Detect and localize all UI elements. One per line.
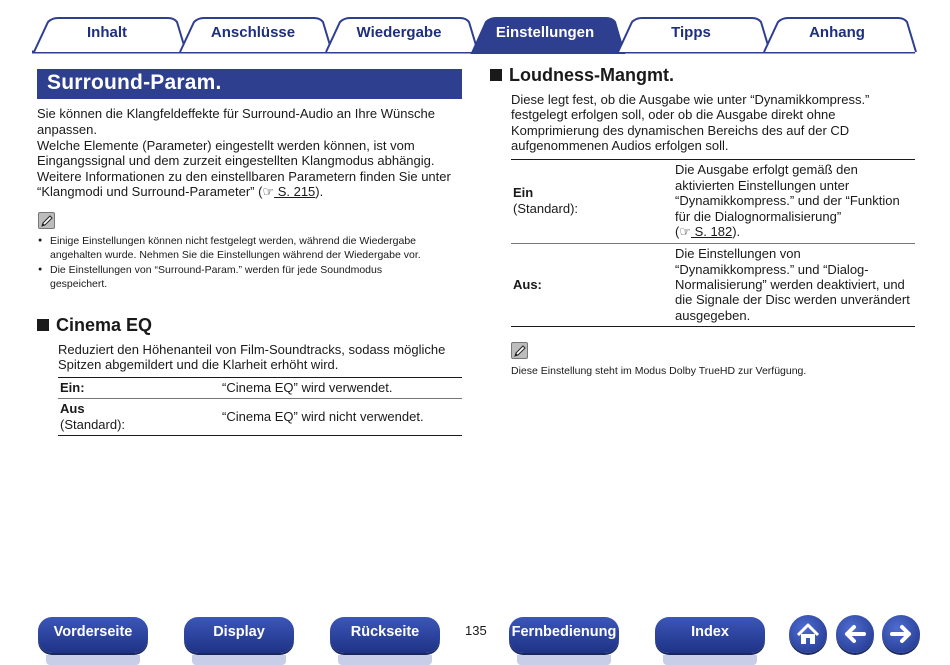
display-button[interactable] (184, 617, 294, 653)
loudness-row1-line-2: aktivierten Einstellungen unter (675, 178, 850, 193)
intro-line-2: anpassen. (37, 122, 97, 137)
loudness-row1-key: Ein (513, 185, 534, 200)
intro-line-3: Welche Elemente (Parameter) eingestellt werden können, ist vom (37, 138, 415, 153)
note-bullet-1-line-2: angehalten wurde. Nehmen Sie die Einstellungen während der Wiedergabe vor. (50, 249, 421, 261)
front-panel-label: Vorderseite (53, 624, 133, 640)
intro-line-6-end: ). (315, 184, 324, 199)
page-number: 135 (465, 623, 487, 638)
cinema-eq-heading-text: Cinema EQ (56, 315, 153, 335)
button-shadow (517, 655, 611, 665)
cinema-eq-row2-sub: (Standard): (60, 417, 126, 432)
table-rule (511, 159, 915, 160)
note-bullet-2 (38, 263, 382, 291)
table-rule (511, 326, 915, 327)
section-title-bar (37, 69, 462, 99)
table-rule (511, 243, 915, 244)
loudness-note: Diese Einstellung steht im Modus Dolby TrueHD zur Verfügung. (511, 365, 807, 377)
rear-panel-button[interactable] (330, 617, 440, 653)
table-rule (58, 377, 462, 378)
tab-inhalt[interactable]: Inhalt (87, 24, 127, 41)
tab-anhang[interactable]: Anhang (809, 24, 865, 41)
loudness-row2-line-3: Normalisierung” werden deaktiviert, und (675, 277, 905, 292)
pencil-icon (511, 342, 528, 359)
loudness-desc-1: Diese legt fest, ob die Ausgabe wie unter “Dynamikkompress.” (511, 92, 870, 107)
loudness-row1-line-4: für die Dialognormalisierung” (675, 209, 842, 224)
intro-line-6 (37, 184, 323, 200)
cinema-eq-row1-value: “Cinema EQ” wird verwendet. (222, 380, 393, 395)
front-panel-button[interactable] (38, 617, 148, 653)
arrow-left-icon (836, 615, 874, 653)
loudness-desc-3: Komprimierung des dynamischen Bereichs des auf der CD (511, 123, 850, 138)
loudness-row1-sub: (Standard): (513, 201, 579, 216)
note-bullet-2-line-2: gespeichert. (50, 278, 108, 290)
page-link-215[interactable]: S. 215 (274, 184, 316, 199)
intro-line-5: Weitere Informationen zu den einstellbaren Parametern finden Sie unter (37, 169, 451, 184)
previous-page-button[interactable] (836, 615, 874, 653)
table-rule (58, 435, 462, 436)
intro-line-1: Sie können die Klangfeldeffekte für Surround-Audio an Ihre Wünsche (37, 106, 435, 121)
loudness-row2-line-4: die Signale der Disc werden unverändert (675, 292, 910, 307)
button-shadow (663, 655, 757, 665)
remote-control-button[interactable] (509, 617, 619, 653)
intro-line-6-text: “Klangmodi und Surround-Parameter” ( (37, 184, 263, 199)
home-button[interactable] (789, 615, 827, 653)
note-bullet-2-line-1: ● Die Einstellungen von “Surround-Param.” werden für jede Soundmodus (50, 264, 383, 276)
loudness-row2-key: Aus: (513, 277, 542, 292)
tab-wiedergabe[interactable]: Wiedergabe (356, 24, 442, 41)
loudness-heading-text: Loudness-Mangmt. (509, 65, 674, 85)
cinema-eq-row2-key: Aus (60, 401, 85, 416)
pencil-icon (38, 212, 55, 229)
remote-control-label: Fernbedienung (511, 624, 617, 640)
cinema-eq-row1-key: Ein: (60, 380, 85, 395)
rear-panel-label: Rückseite (350, 624, 420, 640)
top-tab-bar (0, 0, 950, 56)
loudness-row2-line-2: “Dynamikkompress.” und “Dialog- (675, 262, 869, 277)
button-shadow (192, 655, 286, 665)
table-rule (58, 398, 462, 399)
loudness-row1-line-5-end: ). (732, 224, 741, 239)
cinema-eq-row2-value: “Cinema EQ” wird nicht verwendet. (222, 409, 424, 424)
loudness-heading (490, 65, 674, 86)
note-bullet-1-line-1: ● Einige Einstellungen können nicht festgelegt werden, während die Wiedergabe (50, 235, 416, 247)
cinema-eq-heading (37, 315, 152, 336)
pointing-hand-icon: ☞ (679, 224, 691, 239)
page-title: Surround-Param. (47, 71, 222, 94)
loudness-row1-line-1: Die Ausgabe erfolgt gemäß den (675, 162, 858, 177)
square-bullet-icon (490, 69, 502, 81)
button-shadow (46, 655, 140, 665)
cinema-eq-desc-1: Reduziert den Höhenanteil von Film-Soundtracks, sodass mögliche (58, 342, 446, 357)
note-bullet-1 (38, 234, 421, 262)
loudness-row1-line-5 (675, 224, 740, 240)
loudness-row2-line-1: Die Einstellungen von (675, 246, 801, 261)
home-icon (789, 615, 827, 653)
display-label: Display (213, 624, 265, 640)
tab-anschluesse[interactable]: Anschlüsse (210, 24, 296, 41)
loudness-row1-line-3: “Dynamikkompress.” und der “Funktion (675, 193, 900, 208)
index-label: Index (691, 624, 729, 640)
intro-line-4: Eingangssignal und dem zurzeit eingestellten Klangmodus abhängig. (37, 153, 435, 168)
loudness-row1-line-5-text: ( (675, 224, 680, 239)
loudness-desc-2: festgelegt erfolgen soll, oder ob die Ausgabe direkt ohne (511, 107, 836, 122)
button-shadow (338, 655, 432, 665)
cinema-eq-desc-2: Spitzen abgemildert und die Klarheit erhöht wird. (58, 357, 339, 372)
arrow-right-icon (882, 615, 920, 653)
loudness-row2-line-5: ausgegeben. (675, 308, 751, 323)
tab-tipps[interactable]: Tipps (671, 24, 711, 41)
loudness-desc-4: aufgenommenen Audios erfolgen soll. (511, 138, 729, 153)
index-button[interactable] (655, 617, 765, 653)
pointing-hand-icon: ☞ (262, 184, 275, 199)
next-page-button[interactable] (882, 615, 920, 653)
page-link-182[interactable]: S. 182 (691, 224, 733, 239)
tab-einstellungen[interactable]: Einstellungen (495, 24, 595, 41)
square-bullet-icon (37, 319, 49, 331)
